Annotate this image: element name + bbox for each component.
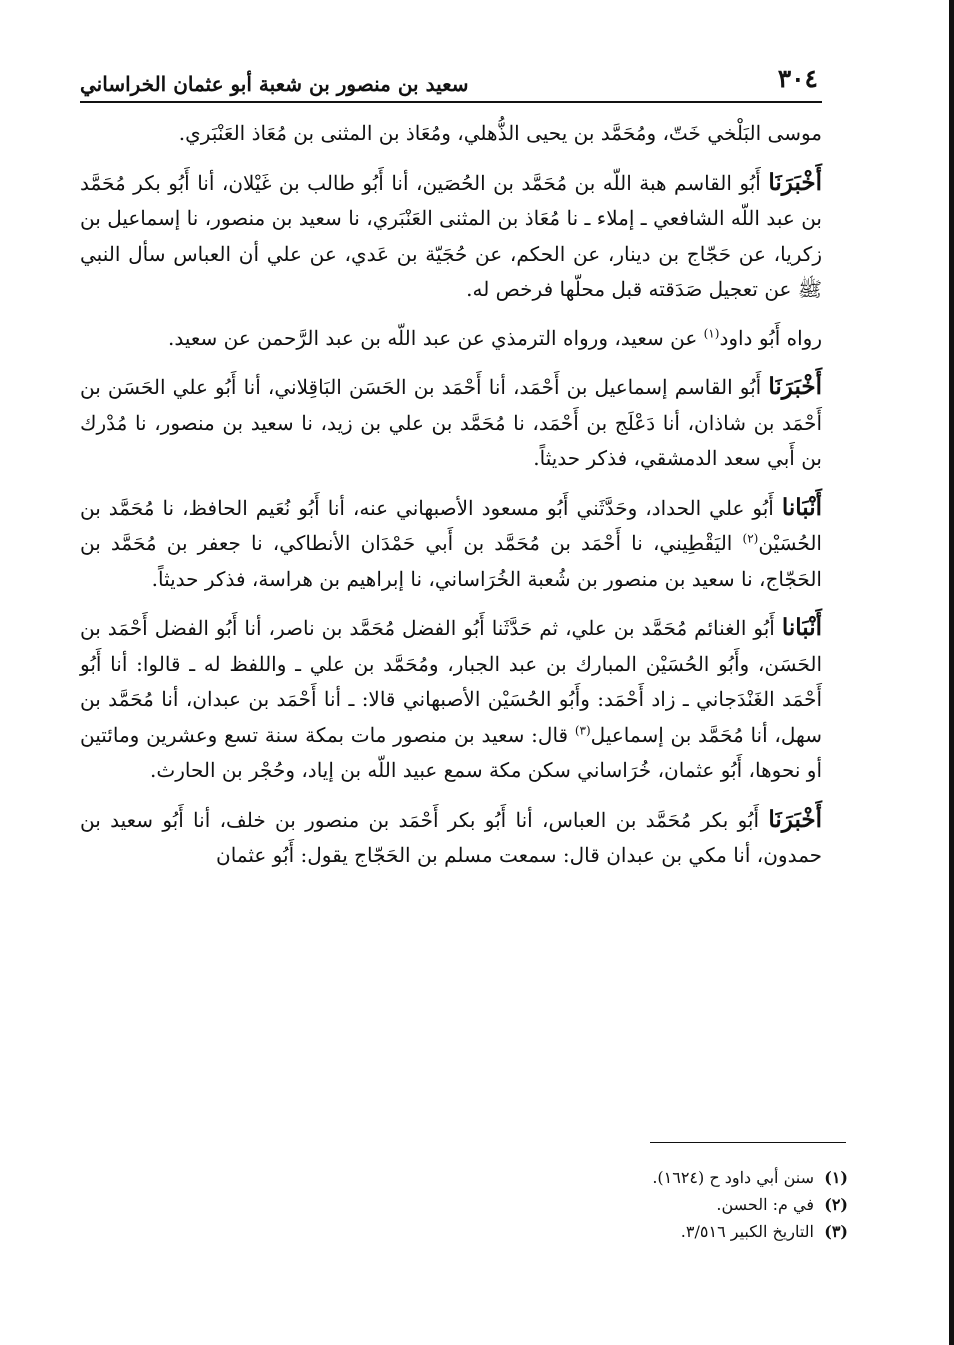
paragraph-text: أَبُو علي الحداد، وحَدَّثَني أَبُو مسعود الأصبهاني عنه، أنا أَبُو نُعَيم الحافظ، نا مُحَمَّد بن الحُسَيْن xyxy=(80,495,822,555)
paragraph-text: أَبُو بكر مُحَمَّد بن العباس، أنا أَبُو بكر أَحْمَد بن منصور بن خلف، أنا أَبُو سعيد بن حمدون، أنا مكي بن عبدان قال: سمعت مسلم بن الحَجّاج يقول: أَبُو عثمان xyxy=(80,807,822,867)
main-text xyxy=(80,116,822,874)
footnote-rule xyxy=(650,1142,846,1143)
paragraph-text: رواه أَبُو داود xyxy=(719,325,822,350)
footnote-3 xyxy=(80,1218,848,1245)
paragraph-text: اليَقْطِيني، نا أَحْمَد بن مُحَمَّد بن أَبي حَمْدَان الأنطاكي، نا جعفر بن مُحَمَّد بن الحَجّاج، نا سعيد بن منصور بن شُعبة الخُرَاساني، نا إبراهيم بن هراسة، فذكر حديثاً. xyxy=(80,531,822,591)
paragraph-keyword: أَخْبَرَنَا xyxy=(768,373,823,400)
footnote-text: في م: الحسن. xyxy=(716,1195,814,1214)
footnote-2 xyxy=(80,1191,848,1218)
footnotes xyxy=(80,1164,848,1245)
paragraph-text: قال: سعيد بن منصور مات بمكة سنة تسع وعشرين ومائتين أو نحوها، أَبُو عثمان، خُرَاساني سكن مكة سمع عبيد اللّه بن إياد، وحُجْر بن الحارث. xyxy=(80,722,822,782)
page-number: ٣٠٤ xyxy=(777,64,818,93)
footnote-text: التاريخ الكبير ٣/٥١٦. xyxy=(680,1222,814,1241)
footnote-number: (١) xyxy=(824,1168,848,1187)
paragraph-keyword: أَنْبَانا xyxy=(781,493,822,521)
footnote-number: (٢) xyxy=(824,1195,848,1214)
paragraph-6 xyxy=(80,610,822,789)
paragraph-text: أَبُو القاسم إسماعيل بن أَحْمَد، أنا أَحْمَد بن الحَسَن البَاقِلاني، أنا أَبُو علي الحَسَن بن أَحْمَد بن شاذان، أنا دَعْلَج بن أَحْمَد، نا مُحَمَّد بن علي بن زيد، نا سعيد بن منصور، نا مُدْرك بن أَبي سعد الدمشقي، فذكر حديثاً. xyxy=(80,375,822,470)
paragraph-3 xyxy=(80,321,822,357)
paragraph-4 xyxy=(80,369,822,477)
page-header xyxy=(80,60,822,100)
footnote-text: سنن أبي داود ح (١٦٢٤). xyxy=(652,1168,814,1187)
footnote-ref: (٢) xyxy=(742,531,759,546)
running-title: سعيد بن منصور بن شعبة أبو عثمان الخراساني xyxy=(80,72,469,96)
paragraph-text: موسى البَلْخي خَتّ، ومُحَمَّد بن يحيى الذُّهلي، ومُعَاذ بن المثنى بن مُعَاذ العَنْبَري. xyxy=(178,121,822,145)
header-rule xyxy=(80,101,822,103)
footnote-number: (٣) xyxy=(824,1222,848,1241)
paragraph-text: عن سعيد، ورواه الترمذي عن عبد اللّه بن عبد الرَّحمن عن سعيد. xyxy=(168,325,704,350)
paragraph-1 xyxy=(80,116,822,152)
paragraph-2 xyxy=(80,165,822,308)
scan-edge xyxy=(949,0,954,1345)
paragraph-keyword: أَخْبَرَنَا xyxy=(768,168,822,196)
footnote-ref: (١) xyxy=(703,325,720,340)
paragraph-text: أَبُو القاسم هبة اللّه بن مُحَمَّد بن الحُصَين، أنا أَبُو طالب بن غَيْلان، أنا أَبُو بكر مُحَمَّد بن عبد اللّه الشافعي ـ إملاء ـ نا مُعَاذ بن المثنى العَنْبَري، نا سعيد بن منصور، نا إسماعيل بن زكريا، عن حَجّاج بن دينار، عن الحكم، عن حُجَيّة بن عَدي، عن علي أن العباس سأل النبي ﷺ عن تعجيل صَدَقته قبل محلّها فرخص له. xyxy=(80,170,822,301)
footnote-ref: (٣) xyxy=(574,722,591,737)
paragraph-5 xyxy=(80,490,822,598)
footnote-1 xyxy=(80,1164,848,1191)
paragraph-keyword: أَنْبَانا xyxy=(781,614,822,641)
paragraph-text: أَبُو الغنائم مُحَمَّد بن علي، ثم حَدَّثَنا أَبُو الفضل مُحَمَّد بن ناصر، أنا أَبُو الفضل أَحْمَد بن الحَسَن، وأَبُو الحُسَيْن المبارك بن عبد الجبار، ومُحَمَّد بن علي ـ واللفظ له ـ قالوا: أنا أَبُو أَحْمَد الغَنْدَجاني ـ زاد أَحْمَد: وأَبُو الحُسَيْن الأصبهاني قالا: ـ أنا أَحْمَد بن عبدان، أنا مُحَمَّد بن سهل، أنا مُحَمَّد بن إسماعيل xyxy=(80,616,822,747)
paragraph-7 xyxy=(80,802,822,874)
paragraph-keyword: أَخْبَرَنَا xyxy=(768,805,822,833)
